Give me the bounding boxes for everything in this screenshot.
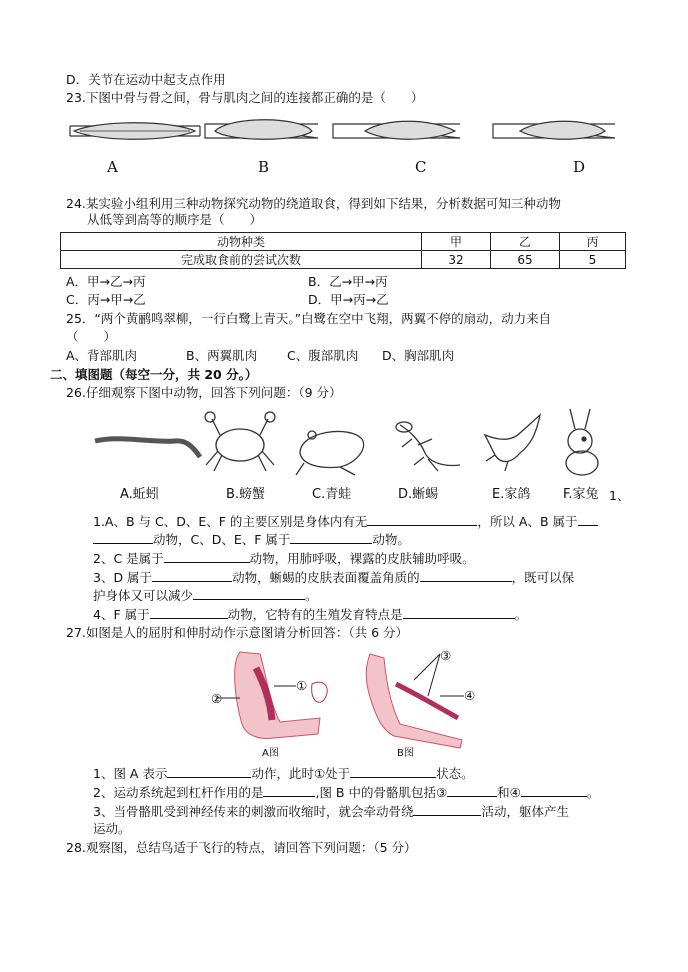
q26-item1-line2: 动物，C、D、E、F 属于 动物。 <box>93 531 410 548</box>
table-row <box>61 251 626 269</box>
q24-option-a: A．甲→乙→丙 <box>66 274 146 289</box>
answer-blank[interactable] <box>413 803 481 816</box>
q27-item1: 1、图 A 表示 动作，此时①处于 状态。 <box>93 766 474 781</box>
answer-blank[interactable] <box>447 784 497 797</box>
marker-3: ③ <box>440 648 452 663</box>
q24-option-b: B．乙→甲→丙 <box>308 274 388 289</box>
marker-1: ① <box>296 678 308 693</box>
diagram-d <box>493 121 615 139</box>
diagram-b <box>205 120 318 140</box>
answer-blank[interactable] <box>350 765 436 778</box>
frog-icon <box>296 431 364 475</box>
answer-blank[interactable] <box>193 587 305 600</box>
answer-blank[interactable] <box>578 513 598 526</box>
table-cell: 完成取食前的尝试次数 <box>61 251 422 269</box>
figure-b-caption: B图 <box>397 748 414 759</box>
q26-item2: 2、C 是属于 动物，用肺呼吸，裸露的皮肤辅助呼吸。 <box>93 551 475 566</box>
answer-blank[interactable] <box>403 606 515 619</box>
answer-blank[interactable] <box>290 531 372 544</box>
q24-stem-line2: 从低等到高等的顺序是（ ） <box>87 212 263 227</box>
earthworm-icon <box>95 439 200 457</box>
answer-blank[interactable] <box>167 765 251 778</box>
figure-a-caption: A图 <box>262 748 279 759</box>
rabbit-icon <box>566 409 598 475</box>
q24-stem-line1: 24.某实验小组利用三种动物探究动物的绕道取食，得到如下结果，分析数据可知三种动物 <box>66 196 561 211</box>
diagram-c <box>333 121 460 139</box>
crab-icon <box>205 412 275 471</box>
answer-blank[interactable] <box>521 784 587 797</box>
q26-item3-line1: 3、D 属于 动物，蜥蜴的皮肤表面覆盖角质的 ，既可以保 <box>93 570 575 585</box>
animals-illustration <box>0 405 688 485</box>
answer-blank[interactable] <box>93 531 153 544</box>
table-cell: 65 <box>491 251 560 269</box>
q25-stem-line1: 25．“两个黄鹂鸣翠柳，一行白鹭上青天。”白鹭在空中飞翔，两翼不停的扇动，动力来自 <box>66 311 552 326</box>
animal-label-c: C.青蛙 <box>312 487 352 502</box>
animal-label-a: A.蚯蚓 <box>120 487 159 502</box>
animal-label-d: D.蜥蜴 <box>398 487 439 502</box>
q25-option-a: A、背部肌肉 <box>66 348 138 363</box>
arm-extension-diagram <box>366 654 464 748</box>
q25-option-d: D、胸部肌肉 <box>382 348 455 363</box>
answer-blank[interactable] <box>164 550 250 563</box>
q25-option-b: B、两翼肌肉 <box>186 348 258 363</box>
section-2-heading: 二、填图题（每空一分，共 20 分。） <box>50 367 258 382</box>
table-cell: 5 <box>560 251 626 269</box>
q23-label-b: B <box>258 158 270 176</box>
q25-stem-line2: （ ） <box>66 329 117 344</box>
q26-item1-line1: 1.A、B 与 C、D、E、F 的主要区别是身体内有无 ，所以 A、B 属于 <box>93 513 598 530</box>
q24-table <box>60 232 626 269</box>
q23-label-d: D <box>573 158 586 176</box>
bone-muscle-diagrams <box>0 112 688 148</box>
table-header-cell: 丙 <box>560 233 626 251</box>
q23-stem: 23.下图中骨与骨之间，骨与肌肉之间的连接都正确的是（ ） <box>66 90 424 105</box>
q27-item3-line1: 3、当骨骼肌受到神经传来的刺激而收缩时，就会牵动骨绕 活动，躯体产生 <box>93 804 569 819</box>
answer-blank[interactable] <box>420 569 512 582</box>
q24-option-d: D．甲→丙→乙 <box>308 292 389 307</box>
answer-blank[interactable] <box>152 569 232 582</box>
arm-diagrams <box>200 644 500 749</box>
table-header-row <box>61 233 626 251</box>
marker-2: ② <box>211 691 223 706</box>
animal-label-f: F.家兔 <box>563 487 599 502</box>
table-header-cell: 甲 <box>422 233 491 251</box>
animal-label-e: E.家鸽 <box>492 487 531 502</box>
q27-item2: 2、运动系统起到杠杆作用的是 ,图 B 中的骨骼肌包括③ 和④ 。 <box>93 785 600 800</box>
animal-label-b: B.螃蟹 <box>226 487 266 502</box>
marker-4: ④ <box>464 688 476 703</box>
trailing-number: 1、 <box>609 488 630 503</box>
pigeon-icon <box>485 415 540 471</box>
q22-option-d: D．关节在运动中起支点作用 <box>66 72 226 87</box>
q26-stem: 26.仔细观察下图中动物，回答下列问题：（9 分） <box>66 385 342 400</box>
q24-option-c: C．丙→甲→乙 <box>66 292 146 307</box>
table-header-cell: 乙 <box>491 233 560 251</box>
q25-option-c: C、腹部肌肉 <box>287 348 359 363</box>
q27-stem: 27.如图是人的屈肘和伸肘动作示意图请分析回答：（共 6 分） <box>66 625 409 640</box>
answer-blank[interactable] <box>367 513 477 526</box>
table-header-cell: 动物种类 <box>61 233 422 251</box>
q23-label-a: A <box>107 158 118 176</box>
q23-label-c: C <box>415 158 427 176</box>
answer-blank[interactable] <box>263 784 315 797</box>
arm-flexion-diagram <box>216 652 327 738</box>
q27-item3-line2: 运动。 <box>93 821 131 836</box>
diagram-a <box>70 123 200 140</box>
lizard-icon <box>396 422 460 471</box>
q28-stem: 28.观察图，总结鸟适于飞行的特点，请回答下列问题：（5 分） <box>66 840 417 855</box>
q26-item4: 4、F 属于 动物，它特有的生殖发育特点是 。 <box>93 607 528 622</box>
table-cell: 32 <box>422 251 491 269</box>
answer-blank[interactable] <box>150 606 228 619</box>
q26-item3-line2: 护身体又可以减少 。 <box>93 588 318 603</box>
